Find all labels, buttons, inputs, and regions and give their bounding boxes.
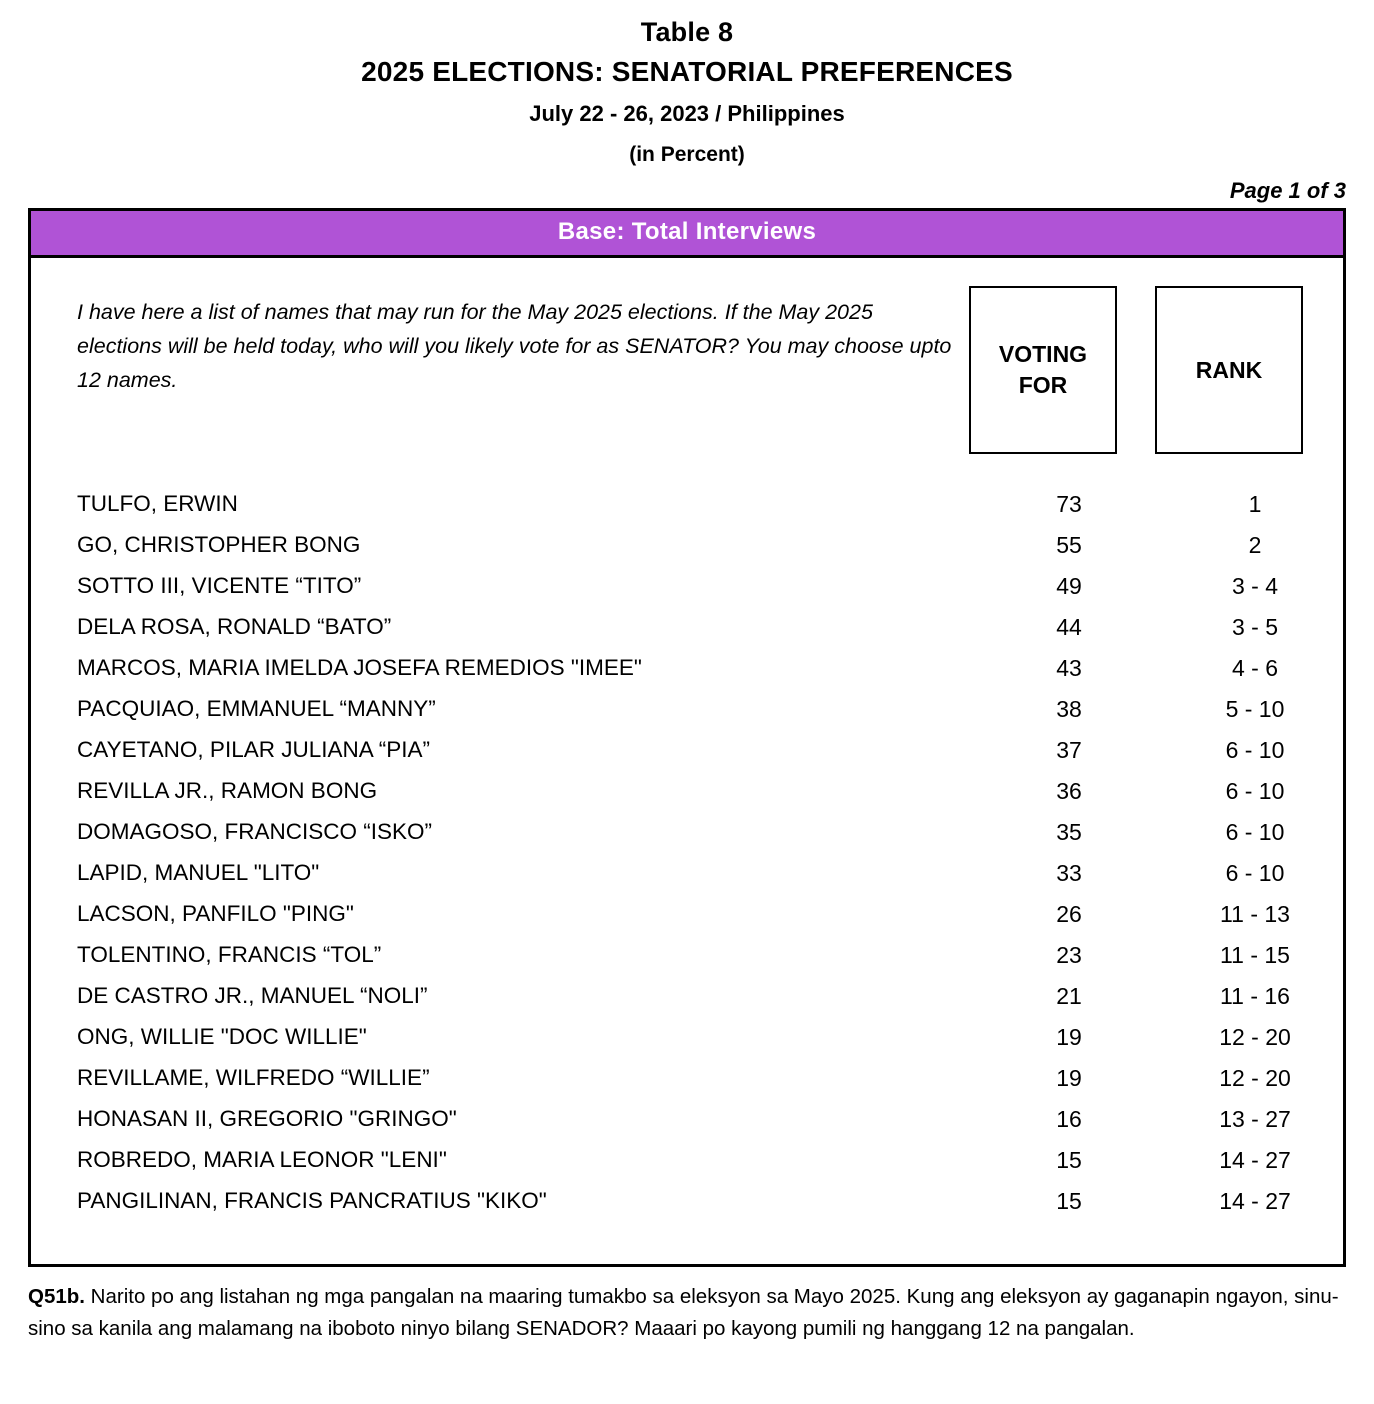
table-row xyxy=(31,1140,1343,1181)
table-row xyxy=(31,853,1343,894)
candidate-voting-for: 37 xyxy=(1056,737,1082,764)
column-header-voting-for-line2: FOR xyxy=(1018,372,1068,399)
candidate-name: DELA ROSA, RONALD “BATO” xyxy=(77,614,392,640)
table-row xyxy=(31,566,1343,607)
candidate-name: MARCOS, MARIA IMELDA JOSEFA REMEDIOS "IMEE" xyxy=(77,655,642,681)
candidate-name: DOMAGOSO, FRANCISCO “ISKO” xyxy=(77,819,433,845)
candidate-rank: 14 - 27 xyxy=(1219,1147,1291,1174)
candidate-name: GO, CHRISTOPHER BONG xyxy=(77,532,361,558)
footnote-text: Narito po ang listahan ng mga pangalan na maaring tumakbo sa eleksyon sa Mayo 2025. Kung ang eleksyon ay gaganapin ngayon, sinu-sino sa kanila ang malamang na iboboto ninyo bilang SENADOR? Maaari po kayong pumili ng hanggang 12 na pangalan. xyxy=(28,1285,1339,1340)
survey-date-place: July 22 - 26, 2023 / Philippines xyxy=(529,101,845,127)
candidate-voting-for: 21 xyxy=(1056,983,1082,1010)
table-row xyxy=(31,1017,1343,1058)
candidate-voting-for: 15 xyxy=(1056,1147,1082,1174)
candidate-rank: 12 - 20 xyxy=(1219,1024,1291,1051)
table-row xyxy=(31,730,1343,771)
candidate-rank: 6 - 10 xyxy=(1225,860,1285,887)
units-label: (in Percent) xyxy=(629,142,745,166)
footnote xyxy=(28,1281,1346,1345)
candidate-voting-for: 35 xyxy=(1056,819,1082,846)
candidate-rank: 4 - 6 xyxy=(1231,655,1279,682)
candidate-voting-for: 19 xyxy=(1056,1024,1082,1051)
candidate-rows xyxy=(31,484,1343,1222)
candidate-voting-for: 36 xyxy=(1056,778,1082,805)
base-band-label: Base: Total Interviews xyxy=(31,211,1343,258)
candidate-voting-for: 55 xyxy=(1056,532,1082,559)
candidate-name: ROBREDO, MARIA LEONOR "LENI" xyxy=(77,1147,447,1173)
candidate-name: TOLENTINO, FRANCIS “TOL” xyxy=(77,942,382,968)
candidate-name: REVILLAME, WILFREDO “WILLIE” xyxy=(77,1065,430,1091)
table-row xyxy=(31,607,1343,648)
table-row xyxy=(31,1058,1343,1099)
table-row xyxy=(31,1099,1343,1140)
table-row xyxy=(31,976,1343,1017)
candidate-voting-for: 49 xyxy=(1056,573,1082,600)
candidate-voting-for: 23 xyxy=(1056,942,1082,969)
candidate-rank: 11 - 15 xyxy=(1220,942,1290,969)
table-row xyxy=(31,484,1343,525)
candidate-voting-for: 43 xyxy=(1056,655,1082,682)
footnote-label: Q51b. xyxy=(28,1285,85,1309)
candidate-name: PACQUIAO, EMMANUEL “MANNY” xyxy=(77,696,436,722)
page-title: 2025 ELECTIONS: SENATORIAL PREFERENCES xyxy=(361,55,1013,87)
question-and-column-headers xyxy=(31,276,1343,454)
page-indicator: Page 1 of 3 xyxy=(1229,178,1346,204)
table-row xyxy=(31,689,1343,730)
candidate-name: PANGILINAN, FRANCIS PANCRATIUS "KIKO" xyxy=(77,1188,547,1214)
candidate-name: DE CASTRO JR., MANUEL “NOLI” xyxy=(77,983,428,1009)
candidate-voting-for: 16 xyxy=(1056,1106,1082,1133)
candidate-rank: 13 - 27 xyxy=(1219,1106,1291,1133)
candidate-name: ONG, WILLIE "DOC WILLIE" xyxy=(77,1024,367,1050)
candidate-rank: 5 - 10 xyxy=(1225,696,1285,723)
candidate-rank: 14 - 27 xyxy=(1219,1188,1291,1215)
candidate-rank: 1 xyxy=(1248,491,1262,518)
candidate-name: REVILLA JR., RAMON BONG xyxy=(77,778,378,804)
candidate-name: LAPID, MANUEL "LITO" xyxy=(77,860,320,886)
candidate-voting-for: 19 xyxy=(1056,1065,1082,1092)
candidate-voting-for: 44 xyxy=(1056,614,1082,641)
table-row xyxy=(31,771,1343,812)
candidate-name: HONASAN II, GREGORIO "GRINGO" xyxy=(77,1106,457,1132)
table-label: Table 8 xyxy=(640,17,734,47)
table-row xyxy=(31,525,1343,566)
candidate-name: LACSON, PANFILO "PING" xyxy=(77,901,354,927)
candidate-name: TULFO, ERWIN xyxy=(77,491,238,517)
candidate-voting-for: 38 xyxy=(1056,696,1082,723)
table-row xyxy=(31,1181,1343,1222)
table-row xyxy=(31,935,1343,976)
candidate-voting-for: 15 xyxy=(1056,1188,1082,1215)
candidate-voting-for: 26 xyxy=(1056,901,1082,928)
candidate-rank: 6 - 10 xyxy=(1225,819,1285,846)
candidate-rank: 11 - 16 xyxy=(1220,983,1290,1010)
candidate-rank: 2 xyxy=(1248,532,1262,559)
candidate-rank: 3 - 4 xyxy=(1231,573,1279,600)
candidate-rank: 11 - 13 xyxy=(1220,901,1290,928)
question-text: I have here a list of names that may run for the May 2025 elections. If the May 2025 elections will be held today, who will you likely vote for as SENATOR? You may choose upto 12 names. xyxy=(77,300,952,392)
table-row xyxy=(31,648,1343,689)
table-row xyxy=(31,894,1343,935)
candidate-rank: 3 - 5 xyxy=(1231,614,1279,641)
candidate-name: SOTTO III, VICENTE “TITO” xyxy=(77,573,362,599)
candidate-rank: 6 - 10 xyxy=(1225,778,1285,805)
candidate-rank: 12 - 20 xyxy=(1219,1065,1291,1092)
table-body xyxy=(31,258,1343,1264)
candidate-name: CAYETANO, PILAR JULIANA “PIA” xyxy=(77,737,431,763)
column-header-voting-for-line1: VOTING xyxy=(998,340,1088,367)
results-table xyxy=(28,208,1346,1267)
column-header-rank xyxy=(1155,286,1303,454)
bottom-spacer xyxy=(31,1222,1343,1248)
candidate-voting-for: 73 xyxy=(1056,491,1082,518)
column-header-rank-label: RANK xyxy=(1195,356,1263,383)
page-header xyxy=(0,0,1374,168)
column-header-voting-for xyxy=(969,286,1117,454)
table-row xyxy=(31,812,1343,853)
candidate-rank: 6 - 10 xyxy=(1225,737,1285,764)
candidate-voting-for: 33 xyxy=(1056,860,1082,887)
